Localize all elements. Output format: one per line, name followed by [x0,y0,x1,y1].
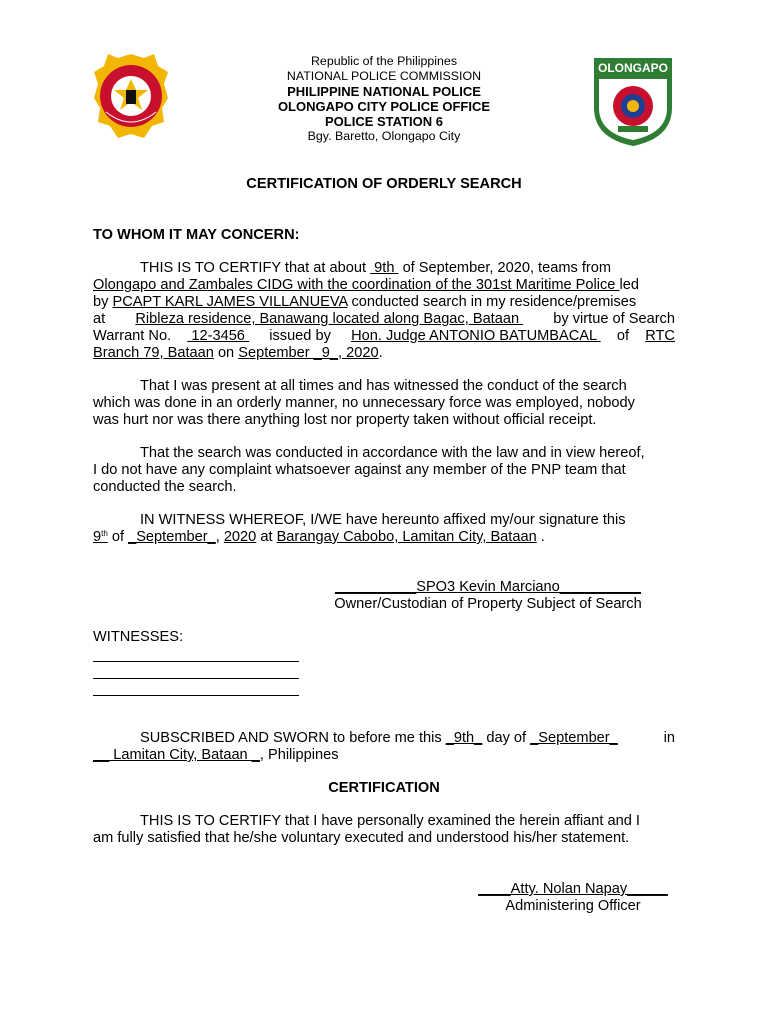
p1-line2: Olongapo and Zambales CIDG with the coordination of the 301st Maritime Police led [93,277,639,293]
search-day: 9th [370,260,399,276]
p1-line1: THIS IS TO CERTIFY that at about 9th of September, 2020, teams from [140,260,612,276]
officer-role: Administering Officer [505,898,641,914]
document-title: CERTIFICATION OF ORDERLY SEARCH [246,176,522,192]
paragraph-lawful: That the search was conducted in accordance with the law and in view hereof, I do not have any complaint whatsoever against any member of the PNP team that conducted the search. [93,445,645,495]
officer-name: ____Atty. Nolan Napay_____ [478,881,668,897]
p1-line5: Warrant No. 12-3456 issued by Hon. Judge ANTONIO BATUMBACAL of RTC [93,328,675,344]
letterhead-pnp: PHILIPPINE NATIONAL POLICE [287,84,481,99]
officer-signature-block [470,881,676,915]
issuing-judge: Hon. Judge ANTONIO BATUMBACAL [351,328,601,344]
warrant-date: September _9_, 2020 [238,345,379,361]
warrant-number: 12-3456 [187,328,249,344]
paragraph-certification: THIS IS TO CERTIFY that I have personally examined the herein affiant and I am fully satisfied that he/she voluntary executed and understood his/her statement. [93,813,640,846]
certification-title: CERTIFICATION [328,780,440,796]
letterhead-napolcom: NATIONAL POLICE COMMISSION [286,69,482,83]
sworn-month: _September_ [530,730,618,746]
sign-year: 2020 [223,529,257,545]
sworn-place: __ Lamitan City, Bataan _ [93,747,260,763]
p1-line3: by PCAPT KARL JAMES VILLANUEVA conducted search in my residence/premises [93,294,637,310]
owner-name: __________SPO3 Kevin Marciano__________ [335,579,641,595]
witness-line-3 [93,694,299,696]
witnesses-label: WITNESSES: [93,629,184,645]
salutation: TO WHOM IT MAY CONCERN: [93,227,300,243]
witness-line-2 [93,677,299,679]
paragraph-sworn: SUBSCRIBED AND SWORN to before me this _9th_ day of _September_ in __ Lamitan City, Bataan _, Philippines [93,730,675,763]
team-leader: PCAPT KARL JAMES VILLANUEVA [112,294,348,310]
letterhead-address: Bgy. Baretto, Olongapo City [307,129,461,143]
witness-line-1 [93,660,299,662]
pnp-seal-logo [92,52,170,144]
units-involved: Olongapo and Zambales CIDG with the coordination of the 301st Maritime Police [93,277,620,293]
paragraph-witness-whereof: IN WITNESS WHEREOF, I/WE have hereunto affixed my/our signature this 9th of _September_, 2020 at Barangay Cabobo, Lamitan City, Bataan . [93,512,626,545]
sign-place: Barangay Cabobo, Lamitan City, Bataan [276,529,537,545]
sworn-day: _9th_ [445,730,483,746]
letterhead [200,54,568,144]
sign-month: _September_ [128,529,216,545]
court-rtc: RTC [645,328,675,344]
olongapo-police-logo [592,56,674,148]
p1-line6: Branch 79, Bataan on September _9_, 2020. [93,345,383,361]
paragraph-present: That I was present at all times and has witnessed the conduct of the search which was done in an orderly manner, no unnecessary force was employed, nobody was hurt nor was there anything lost nor property taken without official receipt. [93,378,635,428]
owner-role: Owner/Custodian of Property Subject of Search [334,596,642,612]
logo-banner-text: OLONGAPO [597,61,669,75]
search-location: Ribleza residence, Banawang located along Bagac, Bataan [135,311,524,327]
paragraph-certify [93,260,675,362]
sign-day: 9th [93,529,108,545]
p1-line4: at Ribleza residence, Banawang located along Bagac, Bataan by virtue of Search [93,311,675,327]
letterhead-republic: Republic of the Philippines [310,54,458,68]
letterhead-station: POLICE STATION 6 [325,114,443,129]
court-branch: Branch 79, Bataan [93,345,214,361]
owner-signature-block [320,579,656,613]
letterhead-office: OLONGAPO CITY POLICE OFFICE [277,99,491,114]
